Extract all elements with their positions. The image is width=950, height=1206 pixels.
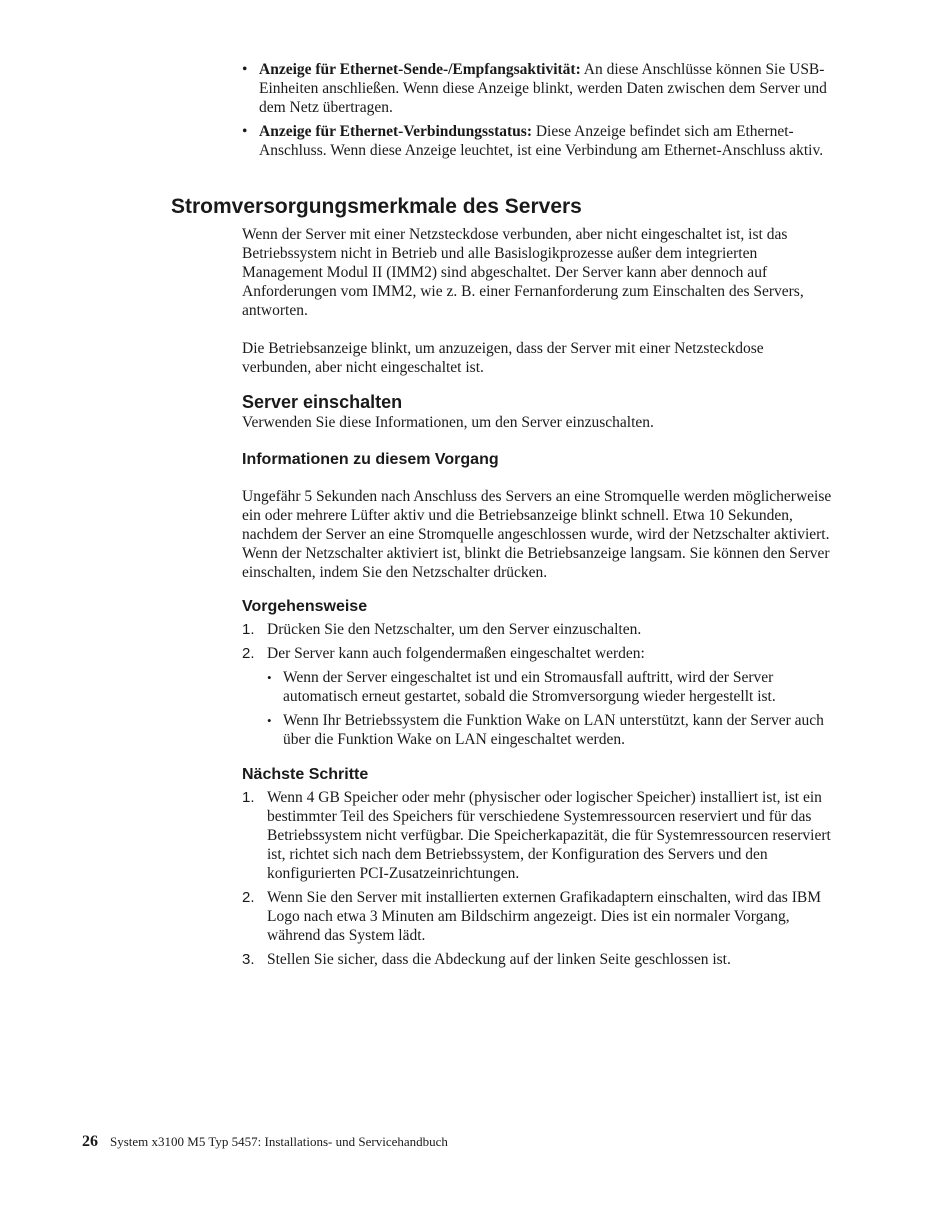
step-text: Der Server kann auch folgendermaßen eingeschaltet werden:	[267, 645, 645, 662]
procedure-sub-item	[267, 668, 834, 706]
next-steps-list	[242, 788, 834, 969]
step-number: 1.	[242, 789, 255, 806]
bullet-dot: •	[242, 123, 248, 140]
subsection-intro: Verwenden Sie diese Informationen, um den Server einzuschalten.	[242, 414, 654, 431]
procedure-step	[242, 644, 834, 749]
main-content	[242, 225, 834, 974]
bullet-text: Diese Anzeige befindet sich am Ethernet-Anschluss. Wenn diese Anzeige leuchtet, ist eine Verbindung am Ethernet-Anschluss aktiv.	[259, 123, 824, 159]
procedure-heading: Vorgehensweise	[242, 598, 368, 615]
top-bullet-list	[242, 60, 832, 165]
next-step	[242, 788, 834, 883]
sub-item-text: Wenn der Server eingeschaltet ist und ein Stromausfall auftritt, wird der Server automatisch erneut gestartet, sobald die Stromversorgung wieder hergestellt ist.	[283, 669, 776, 705]
next-step	[242, 950, 834, 969]
procedure-sub-list	[267, 668, 834, 749]
procedure-list	[242, 620, 834, 749]
bullet-text: An diese Anschlüsse können Sie USB-Einheiten anschließen. Wenn diese Anzeige blinkt, werden Daten zwischen dem Server und dem Netz übertragen.	[259, 61, 827, 116]
info-heading: Informationen zu diesem Vorgang	[242, 451, 499, 468]
bullet-term: Anzeige für Ethernet-Verbindungsstatus:	[259, 123, 532, 140]
step-text: Wenn 4 GB Speicher oder mehr (physischer oder logischer Speicher) installiert ist, ist ein bestimmter Teil des Speichers für verschiedene Systemressourcen reserviert und für das Betriebssystem nicht verfügbar. Die Speicherkapazität, die für Systemressourcen reserviert ist, richtet sich nach dem Betriebssystem, der Konfiguration des Servers und den konfigurierten PCI-Zusatzeinrichtungen.	[267, 789, 831, 882]
bullet-ethernet-link	[242, 122, 832, 160]
bullet-dot: •	[267, 713, 272, 728]
step-text: Wenn Sie den Server mit installierten externen Grafikadaptern einschalten, wird das IBM Logo nach etwa 3 Minuten am Bildschirm angezeigt. Dies ist ein normaler Vorgang, während das System lädt.	[267, 889, 821, 944]
bullet-term: Anzeige für Ethernet-Sende-/Empfangsaktivität:	[259, 61, 581, 78]
step-number: 1.	[242, 621, 255, 638]
step-text: Drücken Sie den Netzschalter, um den Server einzuschalten.	[267, 621, 642, 638]
step-number: 2.	[242, 889, 255, 906]
info-text: Ungefähr 5 Sekunden nach Anschluss des Servers an eine Stromquelle werden möglicherweise ein oder mehrere Lüfter aktiv und die Betriebsanzeige blinkt schnell. Etwa 10 Sekunden, nachdem der Server an eine Stromquelle angeschlossen wurde, wird der Netzschalter aktiviert. Wenn der Netzschalter aktiviert ist, blinkt die Betriebsanzeige langsam. Sie können den Server einschalten, indem Sie den Netzschalter drücken.	[242, 488, 832, 581]
footer-title: System x3100 M5 Typ 5457: Installations- und Servicehandbuch	[110, 1134, 448, 1149]
bullet-ethernet-activity	[242, 60, 832, 117]
step-number: 3.	[242, 951, 255, 968]
subsection-title: Server einschalten	[242, 392, 403, 412]
next-step	[242, 888, 834, 945]
page-number: 26	[82, 1133, 98, 1150]
next-steps-heading: Nächste Schritte	[242, 766, 369, 783]
step-text: Stellen Sie sicher, dass die Abdeckung auf der linken Seite geschlossen ist.	[267, 951, 731, 968]
procedure-step	[242, 620, 834, 639]
intro-paragraph-1: Wenn der Server mit einer Netzsteckdose verbunden, aber nicht eingeschaltet ist, ist das Betriebssystem nicht in Betrieb und alle Basislogikprozesse außer dem integrierten Management Modul II (IMM2) sind abgeschaltet. Der Server kann aber dennoch auf Anforderungen vom IMM2, wie z. B. einer Fernanforderung zum Einschalten des Servers, antworten.	[242, 226, 804, 319]
sub-item-text: Wenn Ihr Betriebssystem die Funktion Wake on LAN unterstützt, kann der Server auch über die Funktion Wake on LAN eingeschaltet werden.	[283, 712, 824, 748]
bullet-dot: •	[242, 61, 248, 78]
procedure-sub-item	[267, 711, 834, 749]
step-number: 2.	[242, 645, 255, 662]
page-footer	[82, 1133, 448, 1151]
intro-paragraph-2: Die Betriebsanzeige blinkt, um anzuzeigen, dass der Server mit einer Netzsteckdose verbunden, aber nicht eingeschaltet ist.	[242, 340, 764, 376]
bullet-dot: •	[267, 670, 272, 685]
section-title: Stromversorgungsmerkmale des Servers	[171, 195, 582, 218]
